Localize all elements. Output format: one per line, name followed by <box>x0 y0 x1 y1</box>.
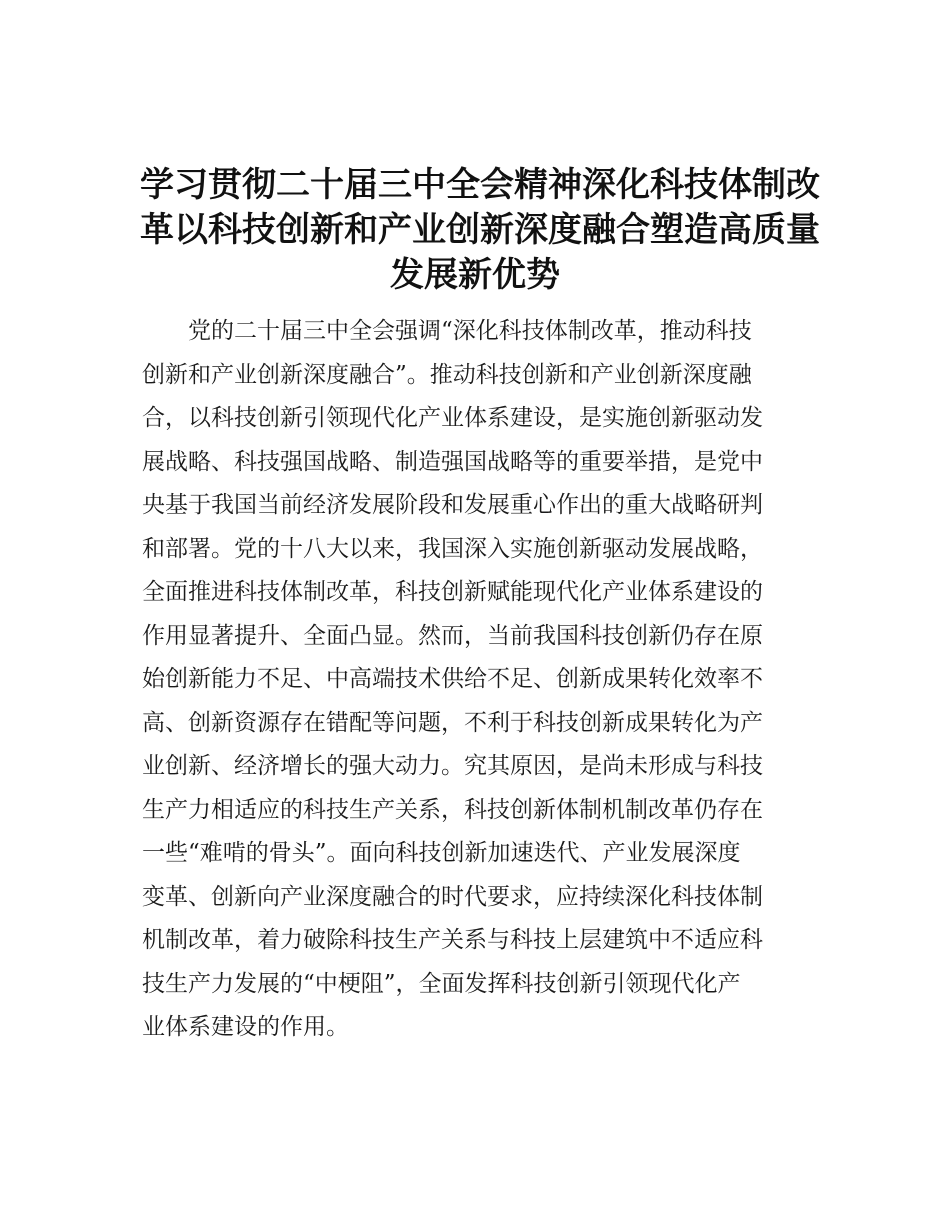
document-title <box>140 163 820 298</box>
title-line-1: 学习贯彻二十届三中全会精神深化科技体制改 <box>140 165 820 205</box>
paragraph-line: 生产力相适应的科技生产关系，科技创新体制机制改革仍存在 <box>142 796 763 823</box>
paragraph-line: 央基于我国当前经济发展阶段和发展重心作出的重大战略研判 <box>142 492 763 518</box>
paragraph-line: 和部署。党的十八大以来，我国深入实施创新驱动发展战略， <box>142 535 763 562</box>
paragraph-line: 机制改革，着力破除科技生产关系与科技上层建筑中不适应科 <box>142 927 763 953</box>
paragraph-line: 变革、创新向产业深度融合的时代要求，应持续深化科技体制 <box>142 883 763 910</box>
paragraph-line: 业体系建设的作用。 <box>142 1014 349 1040</box>
paragraph-line: 合，以科技创新引领现代化产业体系建设，是实施创新驱动发 <box>142 405 763 431</box>
paragraph-line: 业创新、经济增长的强大动力。究其原因，是尚未形成与科技 <box>142 753 763 779</box>
paragraph-line: 创新和产业创新深度融合”。推动科技创新和产业创新深度融 <box>142 361 752 388</box>
title-line-3: 发展新优势 <box>390 255 560 295</box>
paragraph-line: 党的二十届三中全会强调“深化科技体制改革，推动科技 <box>188 318 752 344</box>
paragraph-line: 一些“难啃的骨头”。面向科技创新加速迭代、产业发展深度 <box>142 840 741 866</box>
paragraph-line: 全面推进科技体制改革，科技创新赋能现代化产业体系建设的 <box>142 579 763 605</box>
paragraph-line: 高、创新资源存在错配等问题，不利于科技创新成果转化为产 <box>142 709 763 736</box>
title-line-2: 革以科技创新和产业创新深度融合塑造高质量 <box>140 210 820 250</box>
paragraph-line: 始创新能力不足、中高端技术供给不足、创新成果转化效率不 <box>142 666 763 692</box>
paragraph-line: 技生产力发展的“中梗阻”，全面发挥科技创新引领现代化产 <box>142 970 741 997</box>
body-paragraph <box>142 310 812 1050</box>
paragraph-line: 展战略、科技强国战略、制造强国战略等的重要举措，是党中 <box>142 448 763 475</box>
paragraph-line: 作用显著提升、全面凸显。然而，当前我国科技创新仍存在原 <box>142 622 763 649</box>
